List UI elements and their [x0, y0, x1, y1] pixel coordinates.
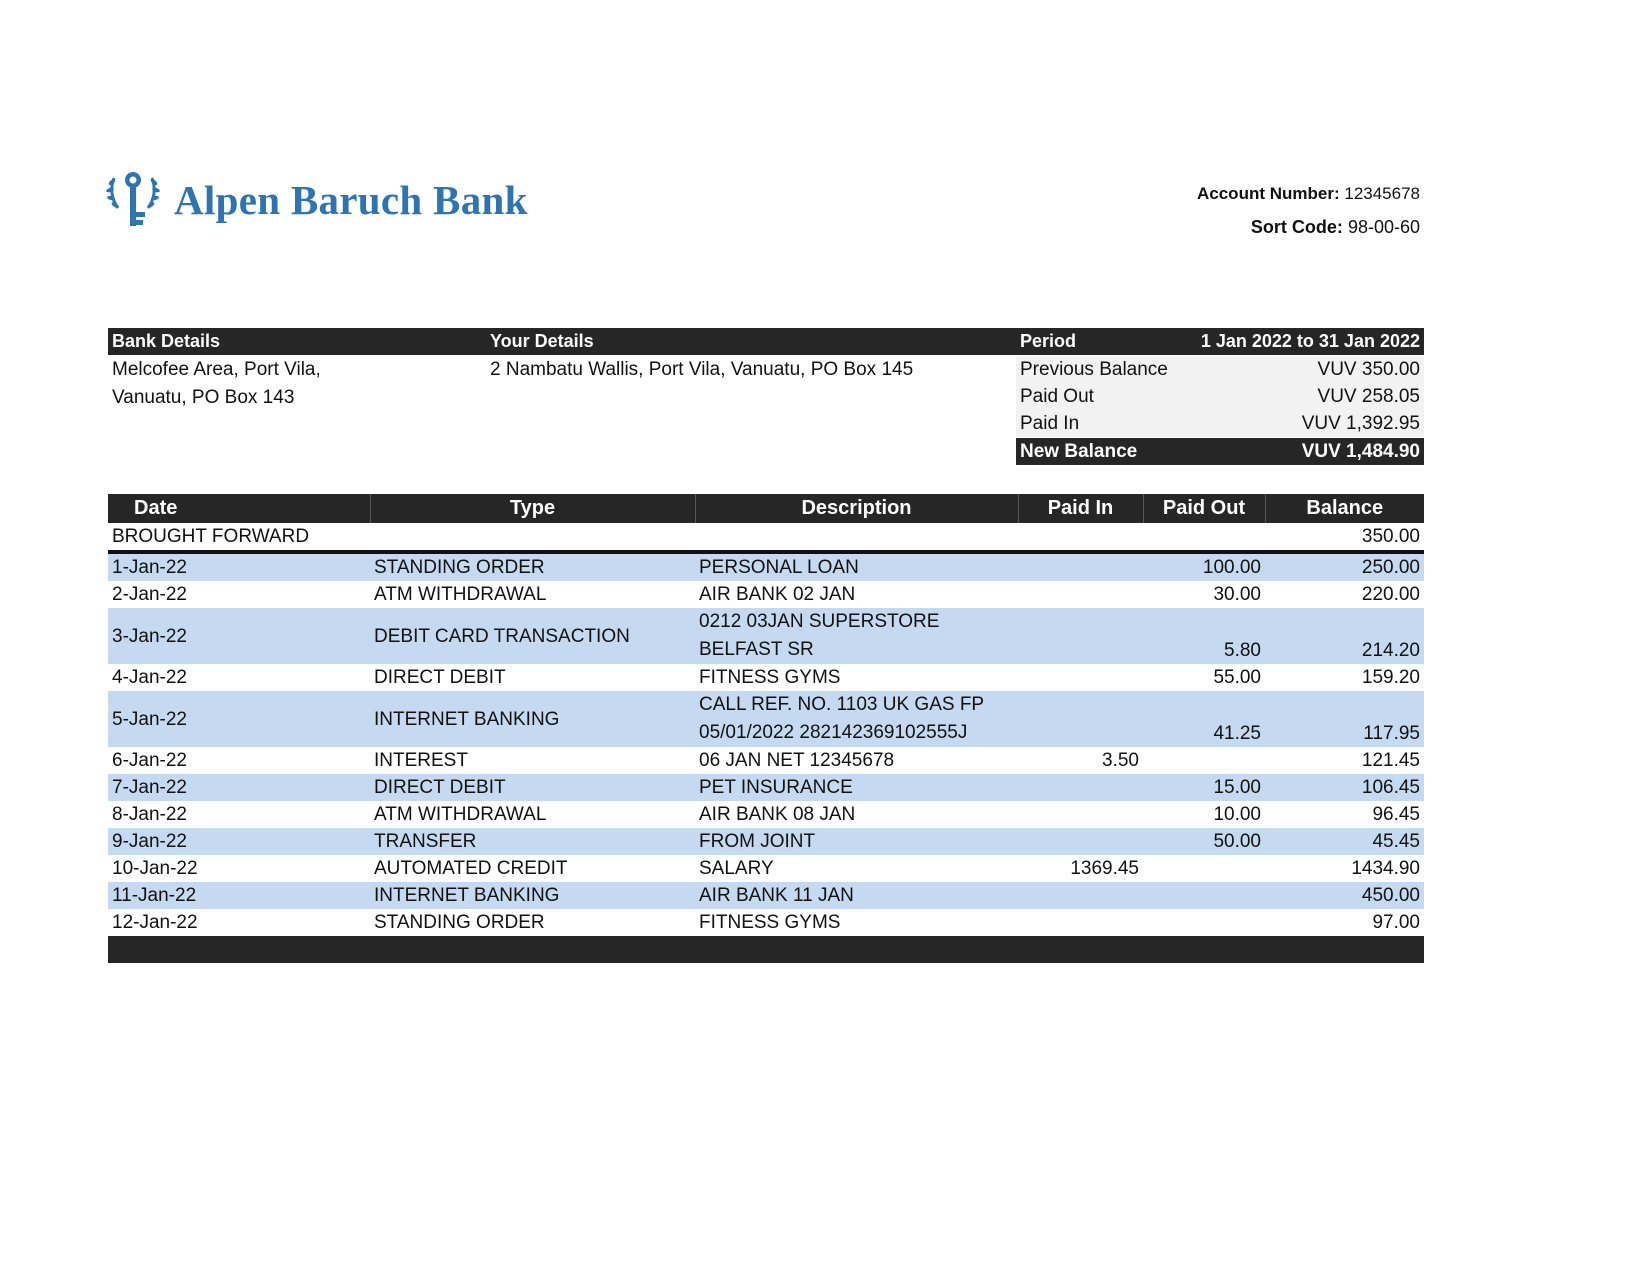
cell-description: PET INSURANCE [695, 774, 1018, 801]
key-laurel-icon [104, 168, 162, 232]
cell-type: DIRECT DEBIT [374, 667, 506, 688]
table-row [108, 552, 1424, 581]
column-header-balance: Balance [1265, 494, 1424, 523]
cell-paid-out: 15.00 [1143, 774, 1265, 801]
cell-date: 8-Jan-22 [112, 804, 187, 825]
cell-paid-out: 50.00 [1143, 828, 1265, 855]
cell-paid-out [1143, 882, 1265, 909]
cell-paid-in [1018, 828, 1143, 855]
column-header-paid-out: Paid Out [1143, 494, 1265, 523]
cell-description: 06 JAN NET 12345678 [699, 750, 895, 771]
cell-description: AIR BANK 08 JAN [699, 804, 856, 825]
new-balance-row [1016, 438, 1424, 465]
cell-date: 7-Jan-22 [108, 774, 370, 801]
cell-balance: 45.45 [1265, 828, 1424, 855]
cell-date: 3-Jan-22 [108, 608, 370, 664]
cell-date: 10-Jan-22 [112, 858, 198, 879]
cell-paid-out: 10.00 [1213, 804, 1261, 825]
summary-row [1016, 410, 1424, 437]
summary-row [1016, 383, 1424, 410]
period-label: Period [1020, 331, 1077, 351]
table-row [108, 581, 1424, 608]
cell-paid-in [1018, 801, 1143, 828]
account-number [1197, 184, 1420, 204]
cell-date: 5-Jan-22 [108, 691, 370, 747]
summary-value: VUV 350.00 [1317, 359, 1420, 380]
new-balance-label: New Balance [1020, 441, 1138, 462]
bank-details-heading: Bank Details [108, 328, 488, 355]
cell-description: SALARY [699, 858, 774, 879]
cell-type: INTEREST [374, 750, 468, 771]
cell-paid-in: 1369.45 [1070, 858, 1139, 879]
cell-balance: 97.00 [1372, 912, 1420, 933]
bank-address-line2: Vanuatu, PO Box 143 [112, 387, 295, 408]
summary-label: Paid Out [1020, 386, 1094, 407]
bank-address-line1: Melcofee Area, Port Vila, [112, 359, 321, 380]
cell-date: 12-Jan-22 [112, 912, 198, 933]
table-row [108, 774, 1424, 801]
cell-balance: 214.20 [1265, 608, 1424, 664]
column-header-description: Description [695, 494, 1018, 523]
sort-code-value: 98-00-60 [1347, 217, 1420, 237]
bank-address [112, 356, 321, 412]
cell-description: AIR BANK 11 JAN [695, 882, 1018, 909]
table-row [108, 909, 1424, 936]
brought-forward-label: BROUGHT FORWARD [108, 523, 1265, 552]
brought-forward-balance: 350.00 [1265, 523, 1424, 552]
sort-code-label: Sort Code: [1250, 217, 1343, 237]
column-header-type: Type [370, 494, 695, 523]
table-row [108, 747, 1424, 774]
cell-date: 4-Jan-22 [112, 667, 187, 688]
cell-balance: 106.45 [1265, 774, 1424, 801]
column-header-paid-in: Paid In [1018, 494, 1143, 523]
cell-paid-out [1143, 909, 1265, 936]
cell-paid-in [1018, 581, 1143, 608]
cell-paid-out: 100.00 [1143, 552, 1265, 581]
cell-paid-out: 5.80 [1143, 608, 1265, 664]
new-balance-value: VUV 1,484.90 [1301, 441, 1420, 462]
cell-paid-in [1018, 608, 1143, 664]
customer-address: 2 Nambatu Wallis, Port Vila, Vanuatu, PO Box 145 [490, 359, 914, 380]
table-row [108, 664, 1424, 691]
cell-description: CALL REF. NO. 1103 UK GAS FP 05/01/2022 282142369102555J [695, 691, 1018, 747]
cell-paid-out: 55.00 [1213, 667, 1261, 688]
summary-row [1016, 356, 1424, 383]
transactions-table [108, 494, 1424, 963]
cell-description: FITNESS GYMS [699, 912, 841, 933]
cell-paid-in [1018, 774, 1143, 801]
cell-balance: 121.45 [1361, 750, 1420, 771]
cell-balance: 117.95 [1265, 691, 1424, 747]
summary-label: Paid In [1020, 413, 1080, 434]
cell-description: FROM JOINT [695, 828, 1018, 855]
cell-paid-out [1143, 855, 1265, 882]
table-header-row [108, 494, 1424, 523]
cell-type: DEBIT CARD TRANSACTION [370, 608, 695, 664]
cell-date: 6-Jan-22 [112, 750, 187, 771]
table-row [108, 801, 1424, 828]
cell-paid-in [1018, 664, 1143, 691]
footer-bar-cell [108, 936, 1424, 963]
cell-type: AUTOMATED CREDIT [374, 858, 568, 879]
bank-name: Alpen Baruch Bank [174, 177, 528, 223]
cell-balance: 250.00 [1265, 552, 1424, 581]
cell-paid-out: 41.25 [1143, 691, 1265, 747]
cell-paid-out [1143, 747, 1265, 774]
cell-paid-in [1018, 552, 1143, 581]
bank-logo [104, 168, 528, 232]
table-row [108, 608, 1424, 664]
cell-paid-in [1018, 691, 1143, 747]
table-footer-bar [108, 936, 1424, 963]
account-number-label: Account Number: [1197, 184, 1340, 203]
cell-paid-in [1018, 909, 1143, 936]
cell-paid-in [1018, 882, 1143, 909]
cell-date: 11-Jan-22 [108, 882, 370, 909]
summary-value: VUV 258.05 [1317, 386, 1420, 407]
cell-date: 9-Jan-22 [108, 828, 370, 855]
summary-value: VUV 1,392.95 [1301, 413, 1420, 434]
your-details-heading: Your Details [488, 328, 1018, 355]
cell-description: FITNESS GYMS [699, 667, 841, 688]
cell-balance: 450.00 [1265, 882, 1424, 909]
cell-type: TRANSFER [370, 828, 695, 855]
cell-type: DIRECT DEBIT [370, 774, 695, 801]
period-value: 1 Jan 2022 to 31 Jan 2022 [1200, 331, 1420, 351]
table-row [108, 691, 1424, 747]
cell-paid-in: 3.50 [1102, 750, 1139, 771]
cell-description: AIR BANK 02 JAN [699, 584, 856, 605]
column-header-date: Date [108, 494, 370, 523]
cell-paid-out: 30.00 [1213, 584, 1261, 605]
account-number-value: 12345678 [1344, 184, 1420, 203]
period-header [1016, 328, 1424, 355]
cell-type: STANDING ORDER [374, 912, 545, 933]
cell-type: ATM WITHDRAWAL [374, 584, 547, 605]
cell-type: INTERNET BANKING [370, 691, 695, 747]
cell-balance: 96.45 [1372, 804, 1420, 825]
brought-forward-row [108, 523, 1424, 552]
sort-code [1251, 217, 1420, 237]
table-row [108, 828, 1424, 855]
cell-description: 0212 03JAN SUPERSTORE BELFAST SR [695, 608, 1018, 664]
table-row [108, 882, 1424, 909]
cell-balance: 159.20 [1361, 667, 1420, 688]
cell-date: 2-Jan-22 [112, 584, 187, 605]
cell-type: INTERNET BANKING [370, 882, 695, 909]
cell-type: STANDING ORDER [370, 552, 695, 581]
cell-type: ATM WITHDRAWAL [374, 804, 547, 825]
summary-label: Previous Balance [1020, 359, 1168, 380]
cell-balance: 1434.90 [1351, 858, 1420, 879]
cell-balance: 220.00 [1361, 584, 1420, 605]
cell-description: PERSONAL LOAN [695, 552, 1018, 581]
table-row [108, 855, 1424, 882]
cell-date: 1-Jan-22 [108, 552, 370, 581]
